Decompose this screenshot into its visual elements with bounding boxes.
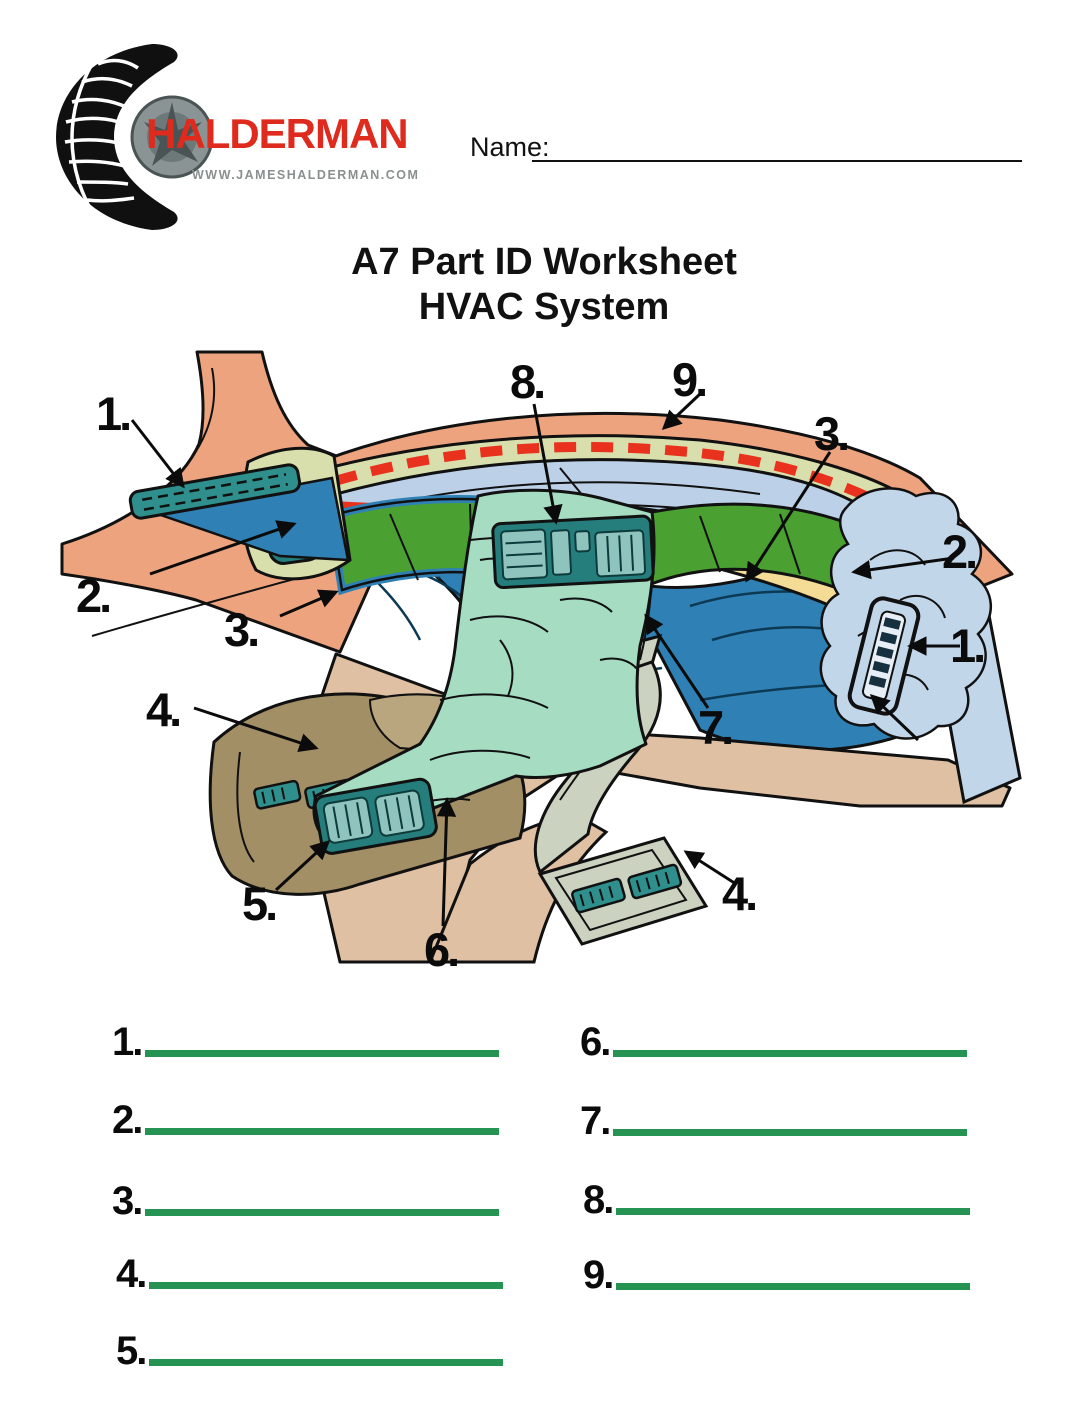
callout-left-4: 4. [146, 683, 180, 736]
callout-left-3: 3. [224, 603, 258, 656]
page-title [0, 240, 1088, 330]
answer-number: 8. [583, 1178, 613, 1222]
answer-fill-line-3[interactable] [145, 1209, 499, 1216]
callout-center-6: 6. [424, 923, 458, 976]
hvac-diagram [0, 330, 1088, 990]
answer-fill-line-6[interactable] [613, 1050, 967, 1057]
answer-number: 1. [112, 1020, 142, 1064]
halderman-logo [52, 42, 420, 232]
answer-fill-line-4[interactable] [149, 1282, 503, 1289]
name-label: Name: [470, 132, 550, 162]
answer-row-6 [580, 1022, 967, 1062]
answer-row-2 [112, 1100, 499, 1140]
brand-url: WWW.JAMESHALDERMAN.COM [192, 168, 420, 182]
answer-number: 3. [112, 1179, 142, 1223]
callout-left-1: 1. [96, 387, 130, 440]
answer-row-7 [580, 1101, 967, 1141]
callout-center-7: 7. [698, 701, 732, 754]
callout-center-5: 5. [242, 877, 276, 930]
answer-fill-line-7[interactable] [613, 1129, 967, 1136]
answer-fill-line-5[interactable] [149, 1359, 503, 1366]
answer-number: 2. [112, 1098, 142, 1142]
answer-number: 7. [580, 1099, 610, 1143]
answer-row-5 [116, 1331, 503, 1371]
name-fill-in-line[interactable] [532, 160, 1022, 162]
answer-row-1 [112, 1022, 499, 1062]
answer-row-3 [112, 1181, 499, 1221]
callout-right-2: 2. [942, 525, 976, 578]
answer-row-4 [116, 1254, 503, 1294]
answer-number: 4. [116, 1252, 146, 1296]
answer-fill-line-1[interactable] [145, 1050, 499, 1057]
answer-fill-line-9[interactable] [616, 1283, 970, 1290]
brand-wordmark: HALDERMAN [146, 110, 408, 157]
callout-right-1: 1. [950, 619, 984, 672]
callout-right-4: 4. [722, 867, 756, 920]
answer-fill-line-8[interactable] [616, 1208, 970, 1215]
title-line-1: A7 Part ID Worksheet [351, 241, 737, 283]
answer-number: 5. [116, 1329, 146, 1373]
answer-fill-line-2[interactable] [145, 1128, 499, 1135]
answer-row-8 [583, 1180, 970, 1220]
callout-top-9: 9. [672, 353, 706, 406]
answer-number: 6. [580, 1020, 610, 1064]
title-line-2: HVAC System [418, 285, 670, 328]
name-row [470, 132, 1026, 172]
callout-left-2: 2. [76, 569, 110, 622]
callout-top-8: 8. [510, 355, 544, 408]
center-dash-vents [492, 516, 653, 588]
answer-row-9 [583, 1255, 970, 1295]
answer-number: 9. [583, 1253, 613, 1297]
callout-right-3: 3. [814, 407, 848, 460]
